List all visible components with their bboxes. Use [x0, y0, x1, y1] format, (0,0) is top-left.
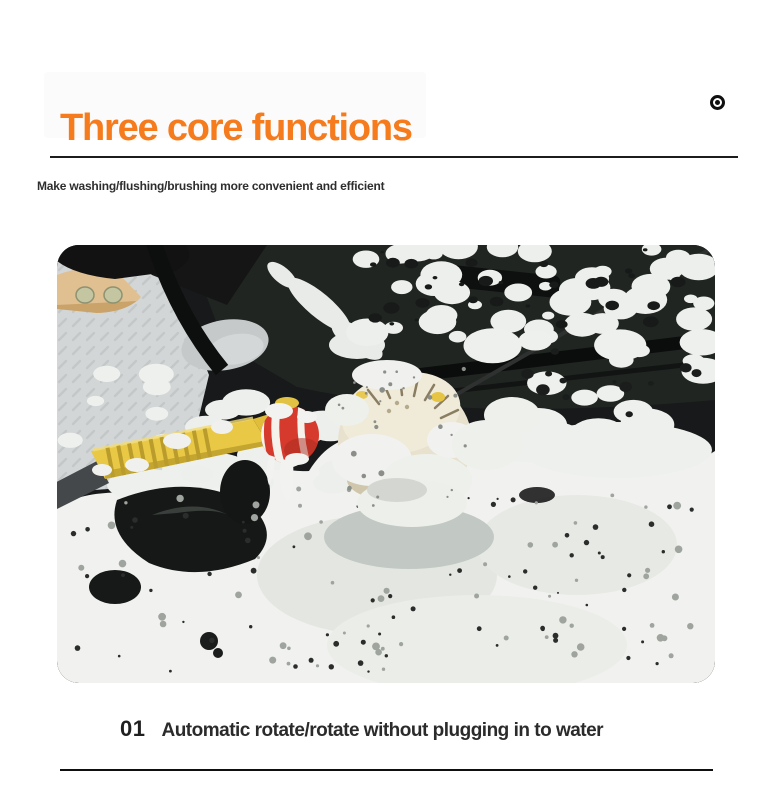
- bottom-divider: [60, 769, 713, 771]
- page-subtitle: Make washing/flushing/brushing more convenient and efficient: [37, 179, 385, 193]
- feature-number: 01: [120, 716, 146, 741]
- feature-caption: [120, 716, 603, 742]
- feature-text: Automatic rotate/rotate without plugging in to water: [161, 720, 604, 741]
- car-wash-scene: [57, 245, 715, 683]
- bullseye-dot: [715, 100, 720, 105]
- bullseye-icon: [710, 95, 725, 110]
- page-title: Three core functions: [60, 107, 412, 150]
- product-photo: [57, 245, 715, 683]
- top-divider: [50, 156, 738, 158]
